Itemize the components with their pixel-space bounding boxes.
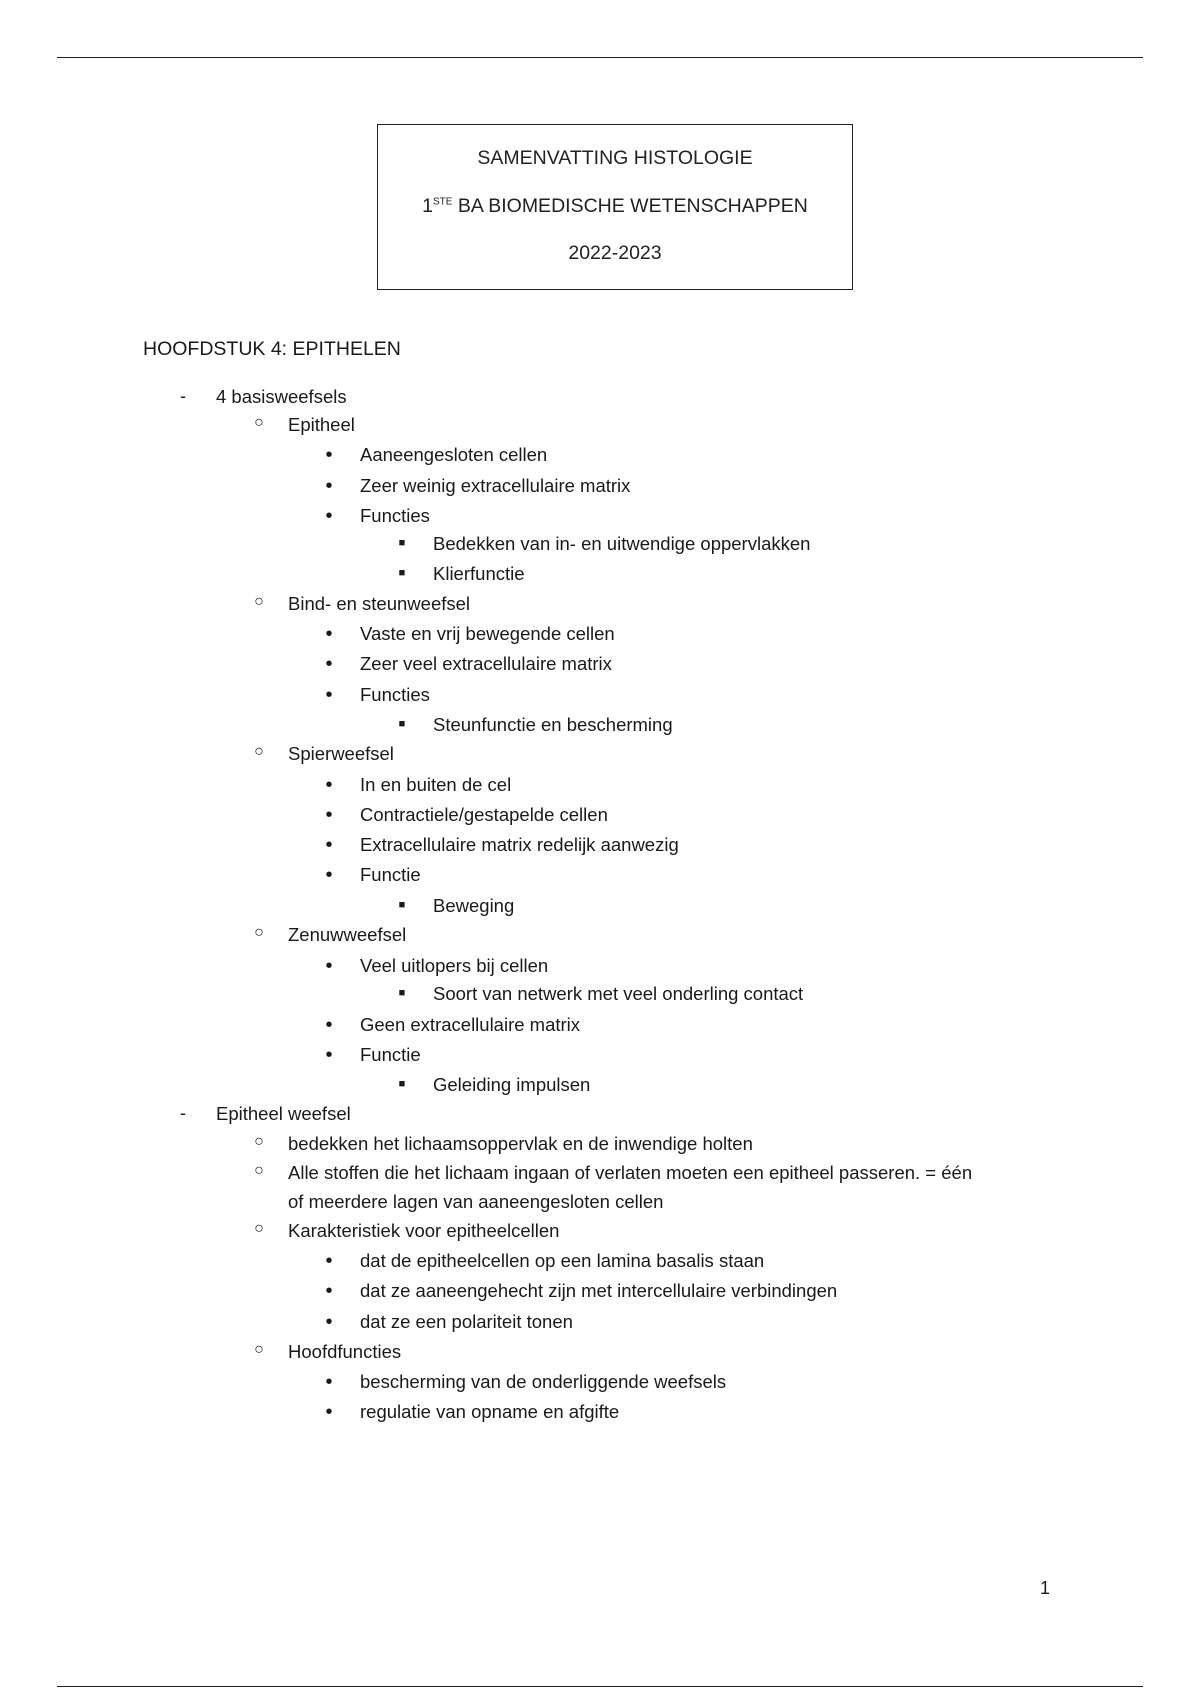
circle-bullet-icon: ○ — [254, 1341, 264, 1358]
subtitle-ordinal-suffix: STE — [433, 196, 453, 208]
dot-bullet-icon: • — [325, 804, 333, 826]
square-bullet-icon: ■ — [398, 718, 406, 730]
dot-bullet-icon: • — [325, 505, 333, 527]
dot-bullet-icon: • — [325, 653, 333, 675]
dot-bullet-icon: • — [325, 955, 333, 977]
dot-bullet-icon: • — [325, 774, 333, 796]
circle-bullet-icon: ○ — [254, 593, 264, 610]
dot-bullet-icon: • — [325, 864, 333, 886]
subtitle-ordinal: 1 — [422, 195, 433, 217]
subtitle-program: BA BIOMEDISCHE WETENSCHAPPEN — [452, 195, 808, 217]
academic-year: 2022-2023 — [568, 242, 662, 264]
dot-bullet-icon: • — [325, 1014, 333, 1036]
square-bullet-icon: ■ — [398, 1078, 406, 1090]
dot-bullet-icon: • — [325, 1311, 333, 1333]
footer-rule — [57, 1686, 1143, 1687]
dot-bullet-icon: • — [325, 1250, 333, 1272]
dot-bullet-icon: • — [325, 684, 333, 706]
header-rule — [57, 57, 1143, 58]
dot-bullet-icon: • — [325, 444, 333, 466]
chapter-heading: HOOFDSTUK 4: EPITHELEN — [143, 338, 401, 360]
circle-bullet-icon: ○ — [254, 924, 264, 941]
title-box — [377, 124, 853, 290]
square-bullet-icon: ■ — [398, 987, 406, 999]
circle-bullet-icon: ○ — [254, 743, 264, 760]
document-title: SAMENVATTING HISTOLOGIE — [477, 147, 753, 169]
circle-bullet-icon: ○ — [254, 414, 264, 431]
document-subtitle — [378, 195, 852, 218]
square-bullet-icon: ■ — [398, 567, 406, 579]
circle-bullet-icon: ○ — [254, 1220, 264, 1237]
dot-bullet-icon: • — [325, 1371, 333, 1393]
dash-bullet-icon: - — [180, 386, 186, 406]
dot-bullet-icon: • — [325, 1401, 333, 1423]
dot-bullet-icon: • — [325, 1280, 333, 1302]
dot-bullet-icon: • — [325, 475, 333, 497]
dot-bullet-icon: • — [325, 834, 333, 856]
dot-bullet-icon: • — [325, 1044, 333, 1066]
circle-bullet-icon: ○ — [254, 1162, 264, 1179]
dot-bullet-icon: • — [325, 623, 333, 645]
square-bullet-icon: ■ — [398, 537, 406, 549]
square-bullet-icon: ■ — [398, 899, 406, 911]
page-number: 1 — [1040, 1578, 1051, 1598]
circle-bullet-icon: ○ — [254, 1133, 264, 1150]
dash-bullet-icon: - — [180, 1103, 186, 1123]
